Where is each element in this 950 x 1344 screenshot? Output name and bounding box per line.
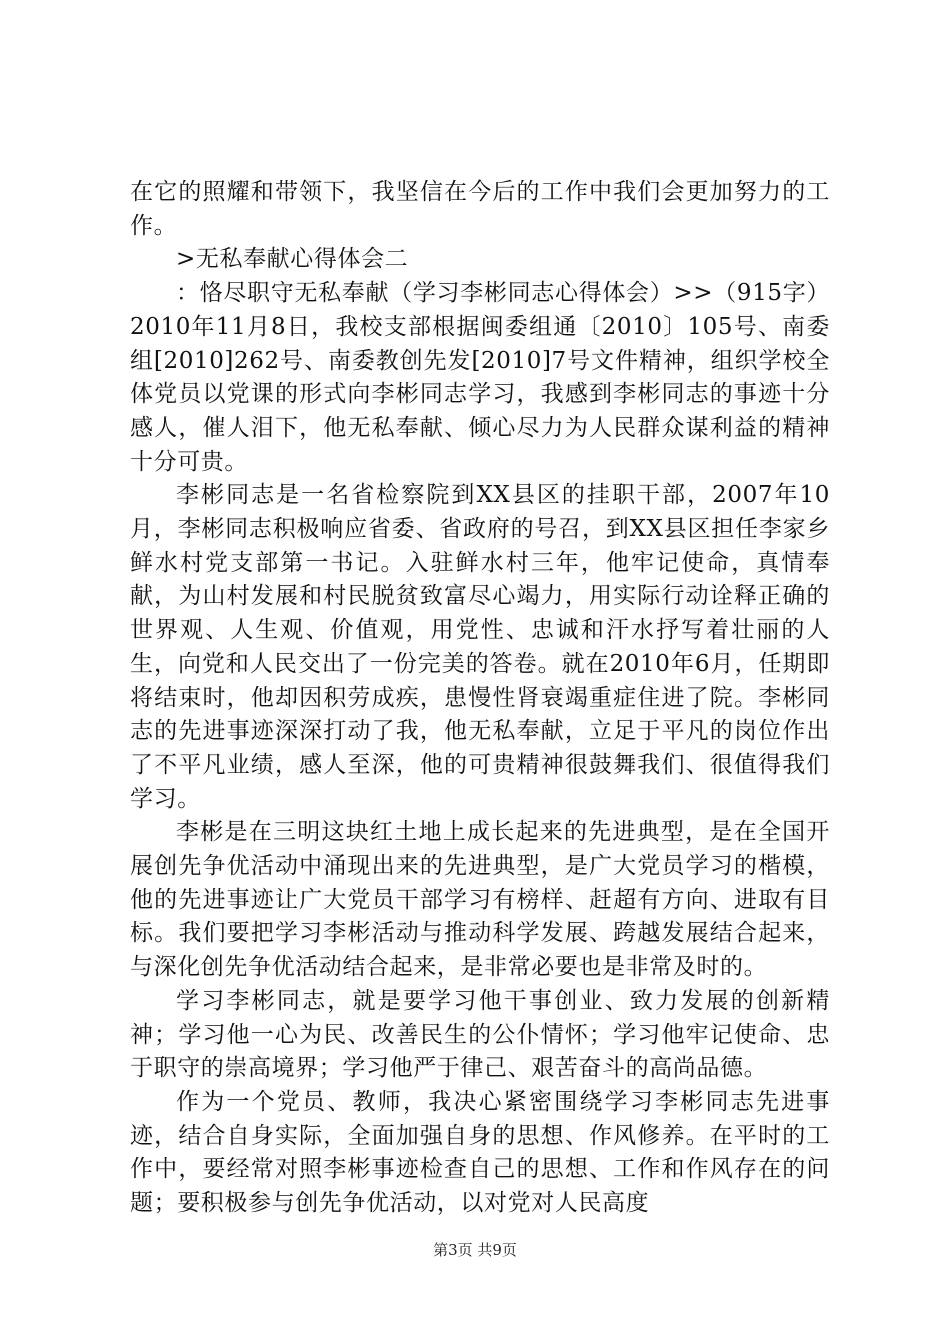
paragraph-learning-points: 学习李彬同志，就是要学习他干事创业、致力发展的创新精神；学习他一心为民、改善民生的公仆情怀；学习他牢记使命、忠于职守的崇高境界；学习他严于律己、艰苦奋斗的高尚品德。 — [130, 987, 830, 1082]
paragraph-li-bin-deeds: 李彬同志是一名省检察院到XX县区的挂职干部，2007年10月，李彬同志积极响应省委、省政府的号召，到XX县区担任李家乡鲜水村党支部第一书记。入驻鲜水村三年，他牢记使命，真情奉献，为山村发展和村民脱贫致富尽心竭力，用实际行动诠释正确的世界观、人生观、价值观，用党性、忠诚和汗水抒写着壮丽的人生，向党和人民交出了一份完美的答卷。就在2010年6月，任期即将结束时，他却因积劳成疾，患慢性肾衰竭重症住进了院。李彬同志的先进事迹深深打动了我，他无私奉献，立足于平凡的岗位作出了不平凡业绩，感人至深，他的可贵精神很鼓舞我们、很值得我们学习。 — [130, 482, 830, 812]
document-body — [130, 176, 830, 1221]
paragraph-continuation: 在它的照耀和带领下，我坚信在今后的工作中我们会更加努力的工作。 — [130, 179, 830, 239]
section-heading: >无私奉献心得体会二 — [176, 246, 409, 273]
paragraph-resolution: 作为一个党员、教师，我决心紧密围绕学习李彬同志先进事迹，结合自身实际，全面加强自身的思想、作风修养。在平时的工作中，要经常对照李彬事迹检查自己的思想、工作和作风存在的问题；要积极参与创先争优活动，以对党对人民高度 — [130, 1088, 830, 1217]
page-number-footer: 第3页 共9页 — [433, 1241, 517, 1259]
paragraph-intro: ：恪尽职守无私奉献（学习李彬同志心得体会）>>（915字）2010年11月8日，我校支部根据闽委组通〔2010〕105号、南委组[2010]262号、南委教创先发[2010]7号文件精神，组织学校全体党员以党课的形式向李彬同志学习，我感到李彬同志的事迹十分感人，催人泪下，他无私奉献、倾心尽力为人民群众谋利益的精神十分可贵。 — [130, 280, 830, 475]
paragraph-advanced-model: 李彬是在三明这块红土地上成长起来的先进典型，是在全国开展创先争优活动中涌现出来的先进典型，是广大党员学习的楷模，他的先进事迹让广大党员干部学习有榜样、赶超有方向、进取有目标。我们要把学习李彬活动与推动科学发展、跨越发展结合起来，与深化创先争优活动结合起来，是非常必要也是非常及时的。 — [130, 819, 830, 981]
